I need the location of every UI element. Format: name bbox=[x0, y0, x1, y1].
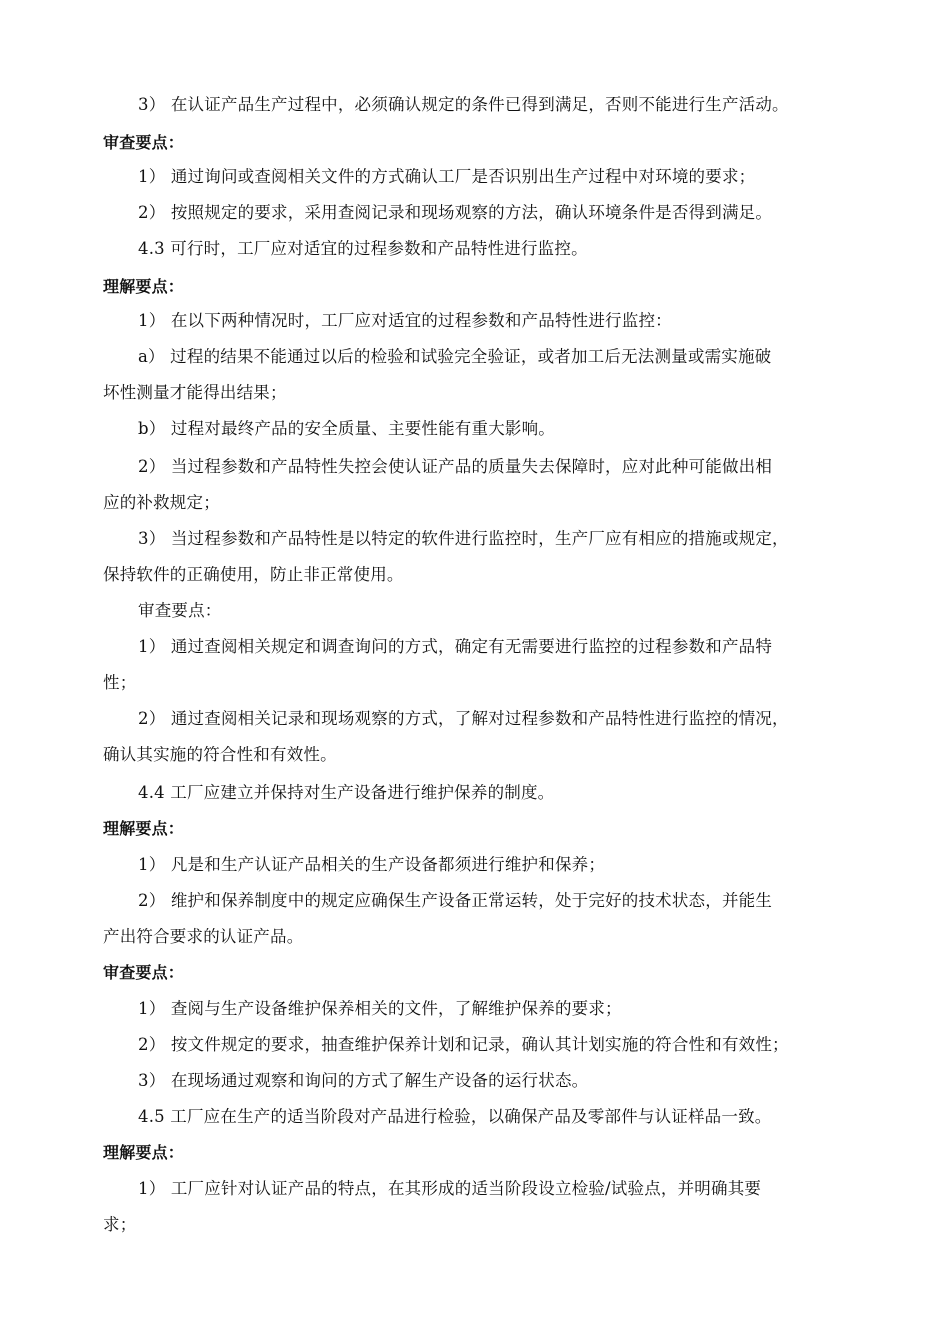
paragraph-line: b） 过程对最终产品的安全质量、主要性能有重大影响。 bbox=[138, 419, 556, 438]
paragraph-line: 2） 维护和保养制度中的规定应确保生产设备正常运转，处于完好的技术状态，并能生 bbox=[138, 891, 773, 910]
paragraph-line: 产出符合要求的认证产品。 bbox=[103, 927, 304, 946]
paragraph-line: a） 过程的结果不能通过以后的检验和试验完全验证，或者加工后无法测量或需实施破 bbox=[138, 347, 772, 366]
section-heading: 审查要点： bbox=[103, 963, 185, 982]
paragraph-line: 2） 当过程参数和产品特性失控会使认证产品的质量失去保障时，应对此种可能做出相 bbox=[138, 457, 773, 476]
clause-title: 4.4 工厂应建立并保持对生产设备进行维护保养的制度。 bbox=[138, 783, 555, 802]
paragraph-line: 2） 按文件规定的要求，抽查维护保养计划和记录，确认其计划实施的符合性和有效性； bbox=[138, 1035, 789, 1054]
paragraph-line: 3） 在现场通过观察和询问的方式了解生产设备的运行状态。 bbox=[138, 1071, 589, 1090]
paragraph-line: 2） 通过查阅相关记录和现场观察的方式，了解对过程参数和产品特性进行监控的情况， bbox=[138, 709, 789, 728]
paragraph-line: 1） 在以下两种情况时，工厂应对适宜的过程参数和产品特性进行监控： bbox=[138, 311, 672, 330]
section-heading-plain: 审查要点： bbox=[138, 601, 222, 620]
paragraph-line: 坏性测量才能得出结果； bbox=[103, 383, 287, 402]
paragraph-line: 性； bbox=[103, 673, 137, 692]
paragraph-line: 1） 工厂应针对认证产品的特点，在其形成的适当阶段设立检验/试验点，并明确其要 bbox=[138, 1179, 762, 1198]
clause-title: 4.5 工厂应在生产的适当阶段对产品进行检验，以确保产品及零部件与认证样品一致。 bbox=[138, 1107, 772, 1126]
paragraph-line: 1） 通过询问或查阅相关文件的方式确认工厂是否识别出生产过程中对环境的要求； bbox=[138, 167, 756, 186]
paragraph-line: 2） 按照规定的要求，采用查阅记录和现场观察的方法，确认环境条件是否得到满足。 bbox=[138, 203, 773, 222]
section-heading: 理解要点： bbox=[103, 819, 185, 838]
paragraph-line: 3） 当过程参数和产品特性是以特定的软件进行监控时，生产厂应有相应的措施或规定， bbox=[138, 529, 789, 548]
paragraph-line: 1） 凡是和生产认证产品相关的生产设备都须进行维护和保养； bbox=[138, 855, 606, 874]
paragraph-line: 3） 在认证产品生产过程中，必须确认规定的条件已得到满足，否则不能进行生产活动。 bbox=[138, 95, 789, 114]
paragraph-line: 应的补救规定； bbox=[103, 493, 220, 512]
paragraph-line: 确认其实施的符合性和有效性。 bbox=[103, 745, 337, 764]
section-heading: 审查要点： bbox=[103, 133, 185, 152]
paragraph-line: 保持软件的正确使用，防止非正常使用。 bbox=[103, 565, 404, 584]
section-heading: 理解要点： bbox=[103, 1143, 185, 1162]
clause-title: 4.3 可行时，工厂应对适宜的过程参数和产品特性进行监控。 bbox=[138, 239, 588, 258]
section-heading: 理解要点： bbox=[103, 277, 185, 296]
paragraph-line: 1） 通过查阅相关规定和调查询问的方式，确定有无需要进行监控的过程参数和产品特 bbox=[138, 637, 773, 656]
paragraph-line: 求； bbox=[103, 1215, 137, 1234]
paragraph-line: 1） 查阅与生产设备维护保养相关的文件，了解维护保养的要求； bbox=[138, 999, 622, 1018]
